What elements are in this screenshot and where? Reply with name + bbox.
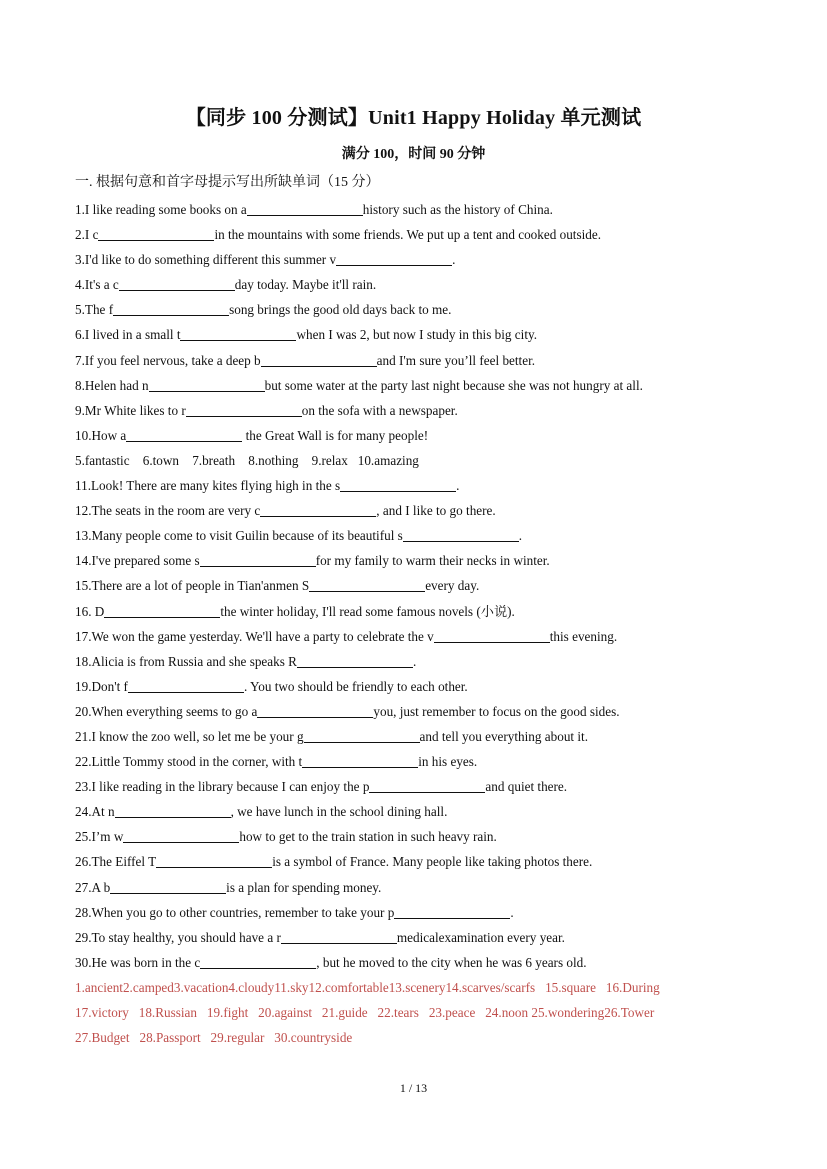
question-line	[75, 699, 765, 724]
question-text: .	[456, 478, 460, 494]
answer-blank[interactable]	[128, 678, 244, 693]
question-line	[75, 423, 765, 448]
answer-blank[interactable]	[369, 778, 485, 793]
answer-blank[interactable]	[126, 427, 242, 442]
question-text: 16. D	[75, 603, 105, 619]
page-subtitle: 满分 100，时间 90 分钟	[341, 147, 486, 162]
answer-blank[interactable]	[336, 251, 452, 266]
question-text: in the mountains with some friends. We put up a tent and cooked outside.	[214, 227, 601, 243]
question-line	[75, 599, 765, 624]
question-list	[75, 197, 765, 1050]
question-line	[75, 724, 765, 749]
question-text: 3.I'd like to do something different this summer v	[75, 252, 337, 268]
question-text: 13.Many people come to visit Guilin because of its beautiful s	[75, 528, 403, 544]
answer-key-line: 17.victory 18.Russian 19.fight 20.against 21.guide 22.tears 23.peace 24.noon 25.wondering26.Tower	[75, 1005, 655, 1020]
question-text: , we have lunch in the school dining hall.	[230, 804, 448, 820]
answer-blank[interactable]	[297, 653, 413, 668]
question-text: is a plan for spending money.	[226, 879, 382, 895]
question-line	[75, 222, 765, 247]
question-line	[75, 799, 765, 824]
question-line	[75, 272, 765, 297]
question-text: 10.How a	[75, 427, 127, 443]
question-text: 21.I know the zoo well, so let me be your g	[75, 728, 304, 744]
question-text: and quiet there.	[485, 779, 568, 795]
question-text: medicalexamination every year.	[396, 929, 565, 945]
answer-blank[interactable]	[180, 326, 296, 341]
question-text: 14.I've prepared some s	[75, 553, 200, 569]
answer-blank[interactable]	[200, 954, 316, 969]
question-text: the Great Wall is for many people!	[242, 427, 429, 443]
answer-hint-line	[75, 448, 765, 473]
question-line	[75, 373, 765, 398]
question-text: 9.Mr White likes to r	[75, 402, 186, 418]
answer-blank[interactable]	[434, 628, 550, 643]
answer-blank[interactable]	[309, 577, 425, 592]
question-text: is a symbol of France. Many people like taking photos there.	[272, 854, 593, 870]
question-line	[75, 649, 765, 674]
answer-blank[interactable]	[261, 352, 377, 367]
question-text: 11.Look! There are many kites flying high in the s	[75, 478, 341, 494]
question-text: 7.If you feel nervous, take a deep b	[75, 352, 261, 368]
question-line	[75, 624, 765, 649]
answer-blank[interactable]	[123, 828, 239, 843]
question-line	[75, 674, 765, 699]
question-text: 2.I c	[75, 227, 99, 243]
question-text: in his eyes.	[418, 754, 478, 770]
question-text: 22.Little Tommy stood in the corner, with t	[75, 754, 303, 770]
question-text: this evening.	[549, 628, 618, 644]
question-line	[75, 473, 765, 498]
question-line	[75, 322, 765, 347]
question-text: 26.The Eiffel T	[75, 854, 157, 870]
question-text: .	[510, 904, 514, 920]
question-text: the winter holiday, I'll read some famous novels (小说).	[220, 603, 515, 619]
question-line	[75, 824, 765, 849]
question-text: 29.To stay healthy, you should have a r	[75, 929, 281, 945]
question-text: 4.It's a c	[75, 277, 119, 293]
question-line	[75, 398, 765, 423]
answer-blank[interactable]	[281, 929, 397, 944]
question-text: 5.The f	[75, 302, 114, 318]
question-line	[75, 297, 765, 322]
answer-blank[interactable]	[257, 703, 373, 718]
answer-blank[interactable]	[113, 301, 229, 316]
section-heading: 一. 根据句意和首字母提示写出所缺单词（15 分）	[75, 175, 380, 190]
question-text: 25.I’m w	[75, 829, 124, 845]
question-text: and I'm sure you’ll feel better.	[376, 352, 536, 368]
question-text: , but he moved to the city when he was 6 years old.	[316, 954, 587, 970]
question-line	[75, 774, 765, 799]
page-number: 1 / 13	[399, 1081, 428, 1095]
answer-blank[interactable]	[104, 603, 220, 618]
question-text: .	[412, 653, 417, 669]
question-text: for my family to warm their necks in winter.	[315, 553, 550, 569]
question-line	[75, 348, 765, 373]
question-text: history such as the history of China.	[362, 202, 553, 217]
question-text: . You two should be friendly to each other.	[243, 678, 468, 694]
question-line	[75, 925, 765, 950]
question-text: 5.fantastic 6.town 7.breath 8.nothing 9.relax 10.amazing	[75, 452, 419, 468]
answer-blank[interactable]	[119, 276, 235, 291]
answer-blank[interactable]	[186, 402, 302, 417]
page-title: 【同步 100 分测试】Unit1 Happy Holiday 单元测试	[185, 107, 642, 129]
question-text: and tell you everything about it.	[419, 728, 589, 744]
answer-blank[interactable]	[156, 853, 272, 868]
answer-blank[interactable]	[260, 502, 376, 517]
question-text: 19.Don't f	[75, 678, 128, 694]
question-text: 1.I like reading some books on a	[75, 202, 247, 217]
question-text: 18.Alicia is from Russia and she speaks R	[75, 653, 297, 669]
answer-blank[interactable]	[98, 226, 214, 241]
question-text: 8.Helen had n	[75, 377, 149, 393]
answer-blank[interactable]	[110, 879, 226, 894]
answer-blank[interactable]	[115, 803, 231, 818]
question-text: 30.He was born in the c	[75, 954, 201, 970]
question-text: .	[518, 528, 523, 544]
question-line	[75, 749, 765, 774]
question-text: song brings the good old days back to me.	[229, 302, 452, 318]
answer-blank[interactable]	[247, 201, 363, 216]
question-line	[75, 950, 765, 975]
question-text: on the sofa with a newspaper.	[301, 402, 458, 418]
question-line	[75, 875, 765, 900]
answer-blank[interactable]	[403, 527, 519, 542]
question-text: 28.When you go to other countries, remember to take your p	[75, 904, 395, 920]
question-text: 17.We won the game yesterday. We'll have a party to celebrate the v	[75, 628, 434, 644]
question-text: 23.I like reading in the library because I can enjoy the p	[75, 779, 370, 795]
answer-key-line: 1.ancient2.camped3.vacation4.cloudy11.sky12.comfortable13.scenery14.scarves/scarfs 15.square 16.During	[75, 979, 660, 995]
answer-blank[interactable]	[304, 728, 420, 743]
question-text: 24.At n	[75, 804, 115, 820]
question-text: 27.A b	[75, 879, 111, 895]
answer-key-line: 27.Budget 28.Passport 29.regular 30.countryside	[75, 1030, 353, 1046]
question-line	[75, 498, 765, 523]
answer-blank[interactable]	[340, 477, 456, 492]
question-line	[75, 197, 765, 222]
question-text: every day.	[425, 578, 480, 594]
question-line	[75, 548, 765, 573]
question-text: , and I like to go there.	[376, 503, 496, 519]
question-text: .	[452, 252, 456, 268]
question-text: 20.When everything seems to go a	[75, 703, 258, 719]
answer-blank[interactable]	[149, 377, 265, 392]
question-line	[75, 247, 765, 272]
question-line	[75, 849, 765, 874]
question-text: you, just remember to focus on the good sides.	[373, 703, 620, 719]
question-text: when I was 2, but now I study in this big city.	[296, 327, 538, 343]
question-text: 12.The seats in the room are very c	[75, 503, 261, 519]
question-line	[75, 523, 765, 548]
answer-blank[interactable]	[394, 904, 510, 919]
question-text: how to get to the train station in such heavy rain.	[239, 829, 497, 845]
question-line	[75, 900, 765, 925]
question-text: but some water at the party last night because she was not hungry at all.	[264, 377, 643, 393]
question-text: day today. Maybe it'll rain.	[234, 277, 377, 293]
question-text: 6.I lived in a small t	[75, 327, 181, 343]
question-line	[75, 573, 765, 598]
answer-blank[interactable]	[200, 552, 316, 567]
question-text: 15.There are a lot of people in Tian'anmen S	[75, 578, 310, 594]
answer-blank[interactable]	[302, 753, 418, 768]
